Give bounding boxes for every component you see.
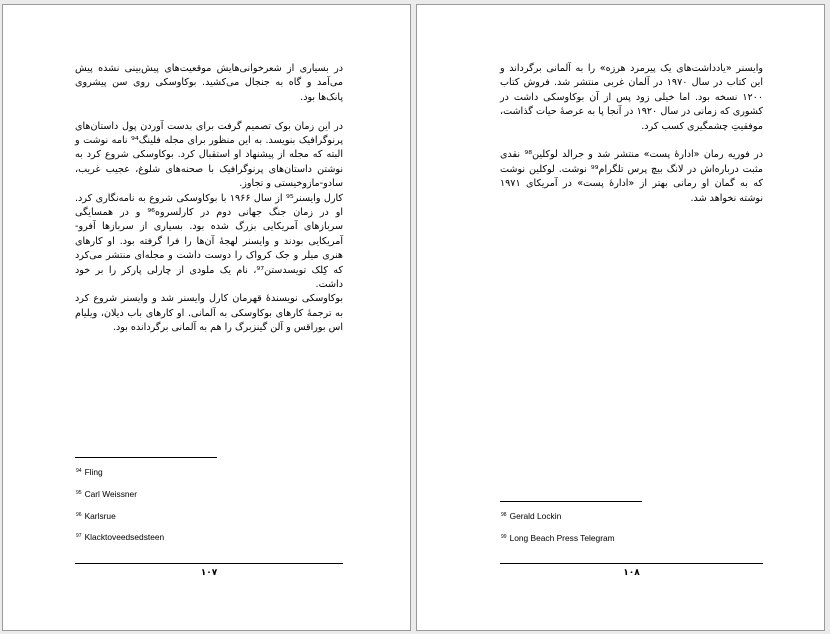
footnotes <box>501 508 615 552</box>
footnote-number: 94 <box>76 468 82 474</box>
paragraph: بوکاوسکی نویسندهٔ قهرمان کارل وایسنر شد و وایسنر شروع کرد به ترجمهٔ کارهای بوکاوسکی به آلمانی. او کارهای باب دیلان، ویلیام اس بوراقس و آلن گینزبرگ را هم به آلمانی برگردانده بود. <box>75 293 343 334</box>
body-text <box>75 62 343 336</box>
footnote-text: Klacktoveedsedsteen <box>84 532 165 543</box>
page-number: ۱۰۷ <box>200 568 218 578</box>
footnote-text: Karlsrue <box>84 510 116 521</box>
footnote-separator <box>500 501 642 502</box>
footnote-text: Gerald Lockin <box>509 511 562 521</box>
footnote-text: Long Beach Press Telegram <box>509 532 615 543</box>
footnote-text: Carl Weissner <box>84 488 137 499</box>
footnote <box>76 508 164 530</box>
footnote <box>76 529 164 551</box>
paragraph: در فوریه رمان «ادارهٔ پست» منتشر شد و جرالد لوکلین⁹⁸ نقدی مثبت درباره‌اش در لانگ بیچ پرس تلگرام⁹⁹ نوشت. لوکلین نوشت که به گمان او رمانی بهتر از «ادارهٔ پست» در آمریکای ۱۹۷۱ نوشته نخواهد شد. <box>500 149 764 204</box>
footnote-number: 98 <box>501 512 507 518</box>
footnotes <box>76 464 164 551</box>
page-107 <box>2 4 411 631</box>
footnote <box>501 508 615 530</box>
footnote <box>76 486 164 508</box>
footnote-separator <box>75 457 217 458</box>
footnote-number: 99 <box>501 533 507 540</box>
footnote-number: 96 <box>76 511 82 518</box>
body-text <box>500 62 763 206</box>
page-number: ۱۰۸ <box>623 568 640 578</box>
footer-rule <box>500 563 763 564</box>
footnote-number: 95 <box>76 489 82 496</box>
footnote <box>76 464 164 486</box>
paragraph: وایسنر «یادداشت‌های یک پیرمرد هرزه» را به آلمانی برگرداند و این کتاب در سال ۱۹۷۰ در آلمان غربی منتشر شد. فروش کتاب ۱۲۰۰ نسخه بود. اما خیلی زود پس از آن بوکاوسکی داشت در کشوری که زمانی در سال ۱۹۲۰ در آنجا پا به عرصهٔ حیات گذاشت، موفقیتِ چشمگیری کسب کرد. <box>500 63 763 132</box>
paragraph: کارل وایسنر⁹⁵ از سال ۱۹۶۶ با بوکاوسکی شروع به نامه‌نگاری کرد. او در زمان جنگ جهانی دوم در کارلسروه⁹⁶ و در همسایگی سربازهای آمریکایی بزرگ شده بود. بسیاری از سربازها آفرو-آمریکایی بودند و وایسنر لهجهٔ آن‌ها را فرا گرفته بود. او کارهای هنری میلر و جک کرواک را دوست داشت و مجله‌ای منتشر می‌کرد که کِلک تویسدستن⁹⁷، نام یک ملودی از چارلی پارکر را بر خود داشت. <box>75 192 343 291</box>
paragraph: در این زمان بوک تصمیم گرفت برای بدست آوردن پول داستان‌های پرنوگرافیک بنویسد. به این منظور برای مجله فلینگ⁹⁴ نامه نوشت و البته که مجله از پیشنهاد او استقبال کرد. بوکاوسکی شروع کرد به نوشتن داستان‌های پرنوگرافیک با صحنه‌های شلوغ، عجیب غریب، سادو-مازوخیستی و تجاوز. <box>75 120 343 190</box>
footnote-text: Fling <box>84 467 103 477</box>
footer-rule <box>75 563 343 564</box>
page-108 <box>416 4 825 631</box>
footnote <box>501 530 615 552</box>
paragraph: در بسیاری از شعرخوانی‌هایش موقعیت‌های پیش‌بینی نشده پیش می‌آمد و گاه به جنجال می‌کشید. بوکاوسکی روی سن پیشروی پانک‌ها بود. <box>75 63 343 103</box>
footnote-number: 97 <box>76 533 82 540</box>
